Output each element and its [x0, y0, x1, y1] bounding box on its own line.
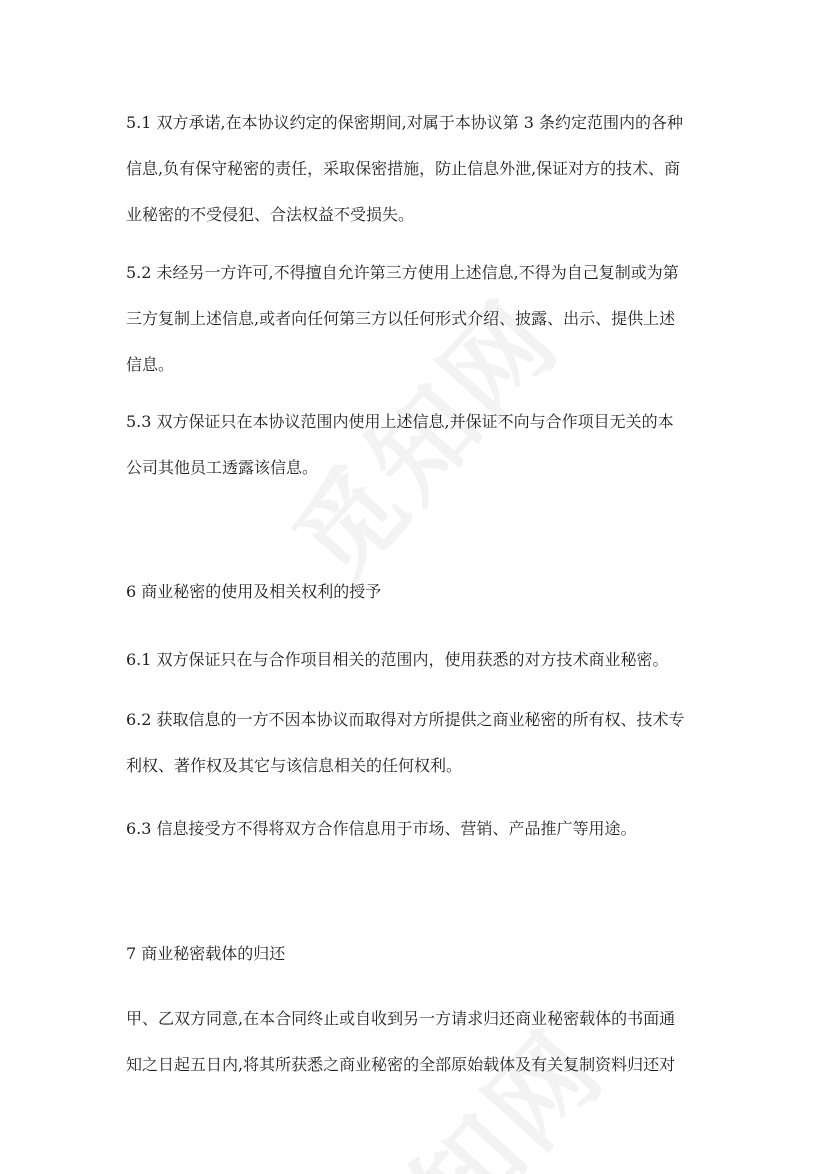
clause-6-2 — [126, 697, 716, 789]
text-line: 甲、乙双方同意,在本合同终止或自收到另一方请求归还商业秘密载体的书面通 — [126, 1009, 676, 1028]
section-heading: 6 商业秘密的使用及相关权利的授予 — [126, 582, 382, 601]
section-6-heading — [126, 569, 716, 615]
section-7-heading — [126, 931, 716, 977]
text-line: 5.1 双方承诺,在本协议约定的保密期间,对属于本协议第 3 条约定范围内的各种 — [126, 113, 684, 132]
text-line: 6.2 获取信息的一方不因本协议而取得对方所提供之商业秘密的所有权、技术专 — [126, 710, 685, 729]
text-line: 6.3 信息接受方不得将双方合作信息用于市场、营销、产品推广等用途。 — [126, 819, 637, 838]
text-line: 5.3 双方保证只在本协议范围内使用上述信息,并保证不向与合作项目无关的本 — [126, 412, 674, 431]
text-line: 三方复制上述信息,或者向任何第三方以任何形式介绍、披露、出示、提供上述 — [126, 309, 676, 328]
clause-7 — [126, 996, 716, 1088]
text-line: 信息,负有保守秘密的责任，采取保密措施，防止信息外泄,保证对方的技术、商 — [126, 159, 681, 178]
text-line: 6.1 双方保证只在与合作项目相关的范围内，使用获悉的对方技术商业秘密。 — [126, 650, 669, 669]
clause-5-2 — [126, 250, 716, 388]
text-line: 5.2 未经另一方许可,不得擅自允许第三方使用上述信息,不得为自己复制或为第 — [126, 263, 679, 282]
text-line: 利权、著作权及其它与该信息相关的任何权利。 — [126, 756, 463, 775]
text-line: 知之日起五日内,将其所获悉之商业秘密的全部原始载体及有关复制资料归还对 — [126, 1055, 676, 1074]
clause-6-1 — [126, 637, 716, 683]
text-line: 公司其他员工透露该信息。 — [126, 458, 319, 477]
clause-6-3 — [126, 806, 716, 852]
clause-5-3 — [126, 399, 716, 491]
section-heading: 7 商业秘密载体的归还 — [126, 944, 286, 963]
clause-5-1 — [126, 100, 716, 238]
text-line: 信息。 — [126, 355, 175, 374]
text-line: 业秘密的不受侵犯、合法权益不受损失。 — [126, 205, 415, 224]
